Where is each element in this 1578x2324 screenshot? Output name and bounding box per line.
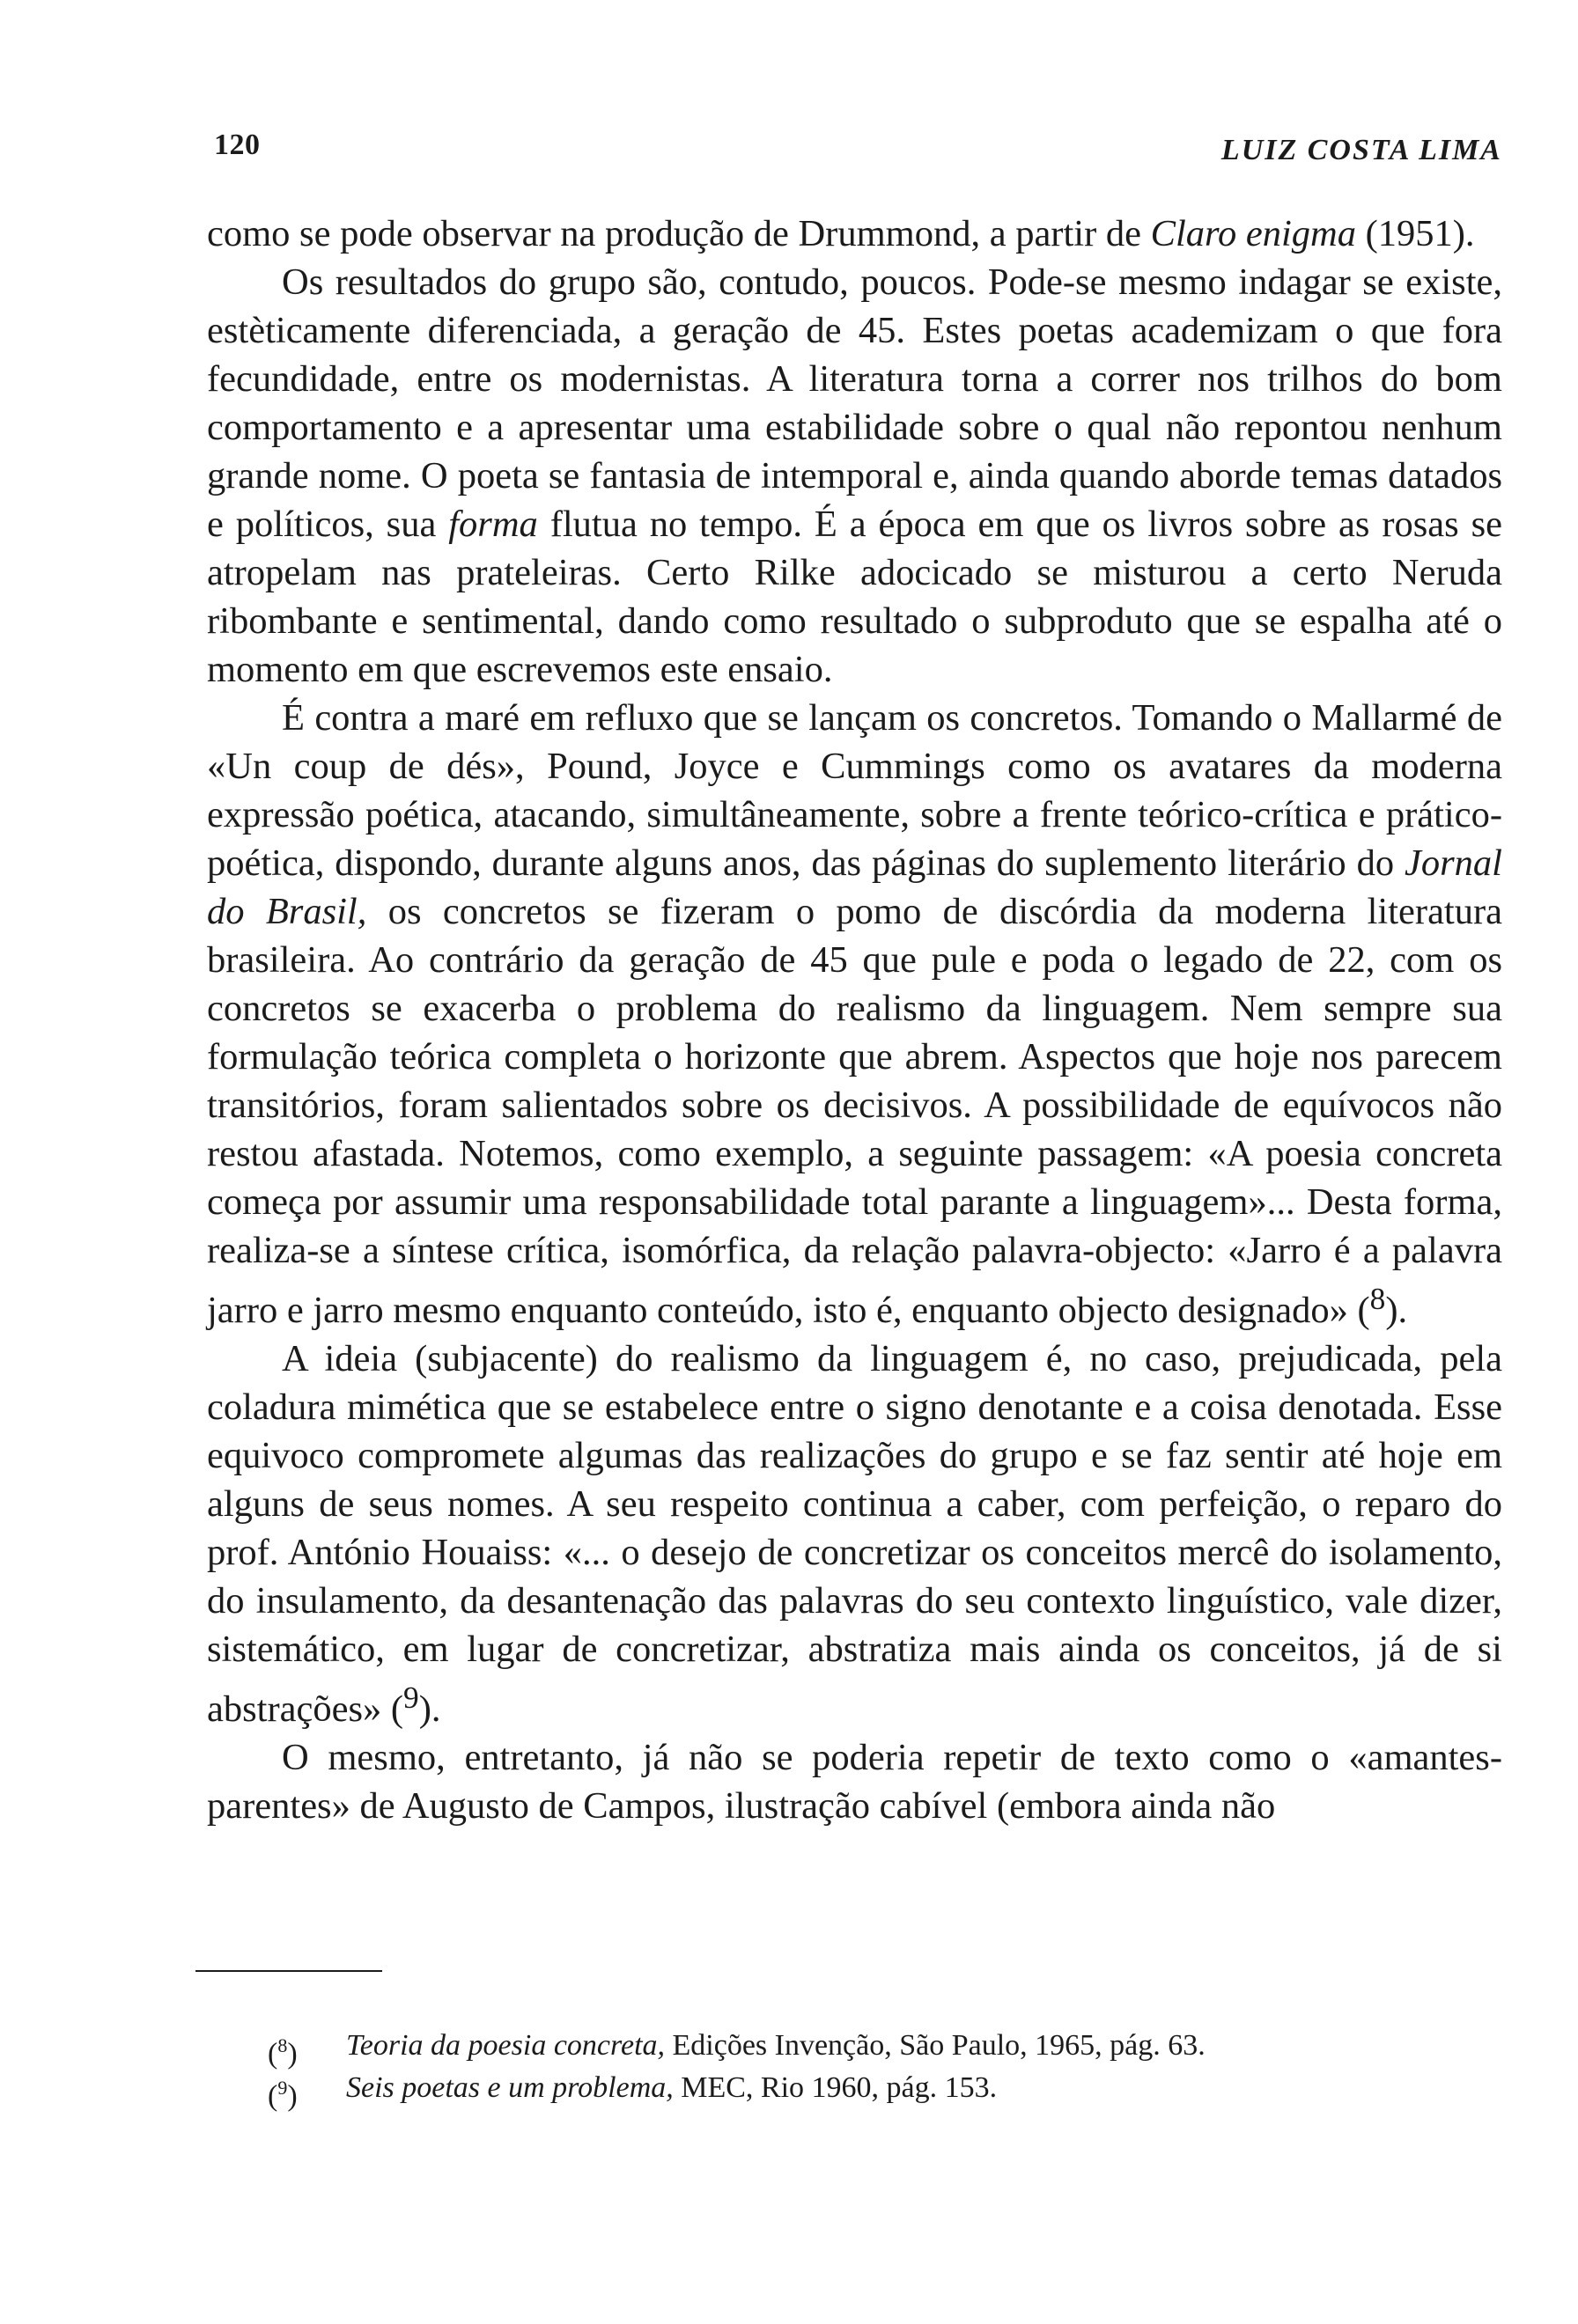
- paragraph-3: [207, 694, 1502, 1335]
- paragraph-1-book-title: Claro enigma: [1150, 213, 1356, 254]
- paragraph-3-text-middle: os concretos se fizeram o pomo de discórdia da moderna literatura brasileira. Ao contrário da geração de 45 que pule e poda o legado de 22, com os concretos se exacerba o problema do realismo da linguagem. Nem sempre sua formulação teórica completa o horizonte que abrem. Aspectos que hoje nos parecem transitórios, foram salientados sobre os decisivos. A possibilidade de equívocos não restou afastada. Notemos, como exemplo, a seguinte passagem: «A poesia concreta começa por assumir uma responsabilidade total parante a linguagem»... Desta forma, realiza-se a síntese crítica, isomórfica, da relação palavra-objecto: «Jarro é a palavra jarro e jarro mesmo enquanto conteúdo, isto é, enquanto objecto designado» (: [207, 891, 1503, 1332]
- footnote-9-number: 9: [277, 2077, 288, 2099]
- paragraph-5-text: O mesmo, entretanto, já não se poderia repetir de texto como o «amantes-parentes» de Augusto de Campos, ilustração cabível (embora ainda não: [207, 1737, 1502, 1828]
- footnote-ref-9[interactable]: 9: [403, 1680, 419, 1716]
- paragraph-4-text: A ideia (subjacente) do realismo da linguagem é, no caso, prejudicada, pela coladura mimética que se estabelece entre o signo denotante e a coisa denotada. Esse equivoco compromete algumas das realizações do grupo e se faz sentir até hoje em alguns de seus nomes. A seu respeito continua a caber, com perfeição, o reparo do prof. António Houaiss: «... o desejo de concretizar os conceitos mercê do isolamento, do insulamento, da desantenação das palavras do seu contexto linguístico, vale dizer, sistemático, em lugar de concretizar, abstratiza mais ainda os conceitos, já de si abstrações» (: [207, 1338, 1502, 1731]
- footnote-8-details: Edições Invenção, São Paulo, 1965, pág. 63.: [665, 2029, 1206, 2062]
- footnote-8-body: [269, 2025, 1501, 2067]
- footnote-divider: [195, 1970, 382, 1972]
- paragraph-1-text-end: (1951).: [1355, 213, 1475, 254]
- footnote-8-title: Teoria da poesia concreta,: [346, 2029, 666, 2062]
- page-number: 120: [214, 129, 261, 161]
- footnote-8-number: 8: [277, 2034, 288, 2056]
- paragraph-3-text: É contra a maré em refluxo que se lançam os concretos. Tomando o Mallarmé de «Un coup de dés», Pound, Joyce e Cummings como os avatares da moderna expressão poética, atacando, simultâneamente, sobre a frente teórico-crítica e prático-poética, dispondo, durante alguns anos, das páginas do suplemento literário do: [207, 697, 1502, 884]
- paragraph-4-text-end: ).: [418, 1688, 441, 1731]
- footnote-ref-8[interactable]: 8: [1369, 1281, 1386, 1316]
- footnote-8-marker: ($^8$): [268, 2034, 298, 2070]
- paragraph-1-text: como se pode observar na produção de Drummond, a partir de: [207, 213, 1151, 254]
- paragraph-2-text: Os resultados do grupo são, contudo, poucos. Pode-se mesmo indagar se existe, estèticamente diferenciada, a geração de 45. Estes poetas academizam o que fora fecundidade, entre os modernistas. A literatura torna a correr nos trilhos do bom comportamento e a apresentar uma estabilidade sobre o qual não repontou nenhum grande nome. O poeta se fantasia de intemporal e, ainda quando aborde temas datados e políticos, sua: [207, 261, 1502, 545]
- paragraph-2: [207, 258, 1502, 694]
- paragraph-3-newspaper-title: Jornal do Brasil,: [207, 842, 1502, 932]
- paragraph-2-emphasis: forma: [448, 504, 538, 545]
- paragraph-1: [207, 210, 1502, 258]
- running-head: LUIZ COSTA LIMA: [1220, 134, 1502, 166]
- footnotes: [268, 2025, 1501, 2113]
- footnote-8: [268, 2025, 1501, 2070]
- footnote-9-marker: ($^9$): [268, 2077, 298, 2113]
- body-text: [207, 210, 1502, 1830]
- footnote-9: [268, 2067, 1501, 2113]
- footnote-9-body: [269, 2067, 1501, 2109]
- paragraph-3-text-end: ).: [1385, 1290, 1408, 1332]
- paragraph-4: [207, 1335, 1502, 1733]
- paragraph-5: [207, 1733, 1502, 1830]
- footnote-9-details: MEC, Rio 1960, pág. 153.: [673, 2071, 998, 2104]
- paragraph-2-text-end: flutua no tempo. É a época em que os livros sobre as rosas se atropelam nas prateleiras. Certo Rilke adocicado se misturou a certo Neruda ribombante e sentimental, dando como resultado o subproduto que se espalha até o momento em que escrevemos este ensaio.: [207, 504, 1502, 690]
- footnote-9-title: Seis poetas e um problema,: [346, 2071, 674, 2104]
